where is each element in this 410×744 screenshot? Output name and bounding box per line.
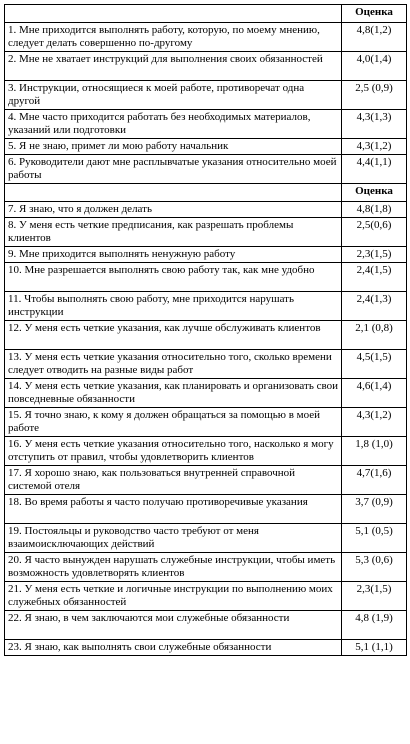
row-score: 4,4(1,1)	[342, 155, 407, 184]
table-row	[5, 437, 407, 466]
row-score: 4,7(1,6)	[342, 466, 407, 495]
row-score: 1,8 (1,0)	[342, 437, 407, 466]
row-text: 3. Инструкции, относящиеся к моей работе, противоречат одна другой	[5, 81, 342, 110]
table-row	[5, 524, 407, 553]
row-score: 2,4(1,3)	[342, 292, 407, 321]
row-text: 5. Я не знаю, примет ли мою работу начальник	[5, 139, 342, 155]
row-score: 5,3 (0,6)	[342, 553, 407, 582]
row-score: 4,3(1,3)	[342, 110, 407, 139]
row-score: 3,7 (0,9)	[342, 495, 407, 524]
table-row	[5, 611, 407, 640]
row-text: 20. Я часто вынужден нарушать служебные инструкции, чтобы иметь возможность удовлетворять клиентов	[5, 553, 342, 582]
row-score: 4,3(1,2)	[342, 139, 407, 155]
table-row	[5, 582, 407, 611]
row-text: 8. У меня есть четкие предписания, как разрешать проблемы клиентов	[5, 218, 342, 247]
row-text: 12. У меня есть четкие указания, как лучше обслуживать клиентов	[5, 321, 342, 350]
row-text: 23. Я знаю, как выполнять свои служебные обязанности	[5, 640, 342, 656]
row-text: 7. Я знаю, что я должен делать	[5, 202, 342, 218]
row-score: 2,4(1,5)	[342, 263, 407, 292]
row-score: 4,3(1,2)	[342, 408, 407, 437]
row-score: 2,5(0,6)	[342, 218, 407, 247]
header-score-cell: Оценка	[342, 184, 407, 202]
row-score: 4,8 (1,9)	[342, 611, 407, 640]
row-text: 11. Чтобы выполнять свою работу, мне приходится нарушать инструкции	[5, 292, 342, 321]
row-text: 21. У меня есть четкие и логичные инструкции по выполнению моих служебных обязанностей	[5, 582, 342, 611]
row-score: 4,8(1,8)	[342, 202, 407, 218]
survey-table	[4, 4, 407, 656]
row-score: 4,0(1,4)	[342, 52, 407, 81]
row-score: 2,5 (0,9)	[342, 81, 407, 110]
table-row	[5, 263, 407, 292]
table-row	[5, 292, 407, 321]
row-text: 15. Я точно знаю, к кому я должен обращаться за помощью в моей работе	[5, 408, 342, 437]
row-text: 16. У меня есть четкие указания относительно того, насколько я могу отступить от правил, чтобы удовлетворить клиентов	[5, 437, 342, 466]
row-text: 14. У меня есть четкие указания, как планировать и организовать свои повседневные обязанности	[5, 379, 342, 408]
row-text: 4. Мне часто приходится работать без необходимых материалов, указаний или подготовки	[5, 110, 342, 139]
table-row	[5, 350, 407, 379]
row-score: 4,6(1,4)	[342, 379, 407, 408]
row-text: 2. Мне не хватает инструкций для выполнения своих обязанностей	[5, 52, 342, 81]
row-score: 5,1 (1,1)	[342, 640, 407, 656]
row-text: 6. Руководители дают мне расплывчатые указания относительно моей работы	[5, 155, 342, 184]
table-row	[5, 408, 407, 437]
row-score: 5,1 (0,5)	[342, 524, 407, 553]
table-row	[5, 379, 407, 408]
table-row	[5, 321, 407, 350]
table-row	[5, 110, 407, 139]
table-row	[5, 640, 407, 656]
header-item-cell	[5, 184, 342, 202]
row-text: 22. Я знаю, в чем заключаются мои служебные обязанности	[5, 611, 342, 640]
table-row	[5, 466, 407, 495]
header-item-cell	[5, 5, 342, 23]
row-score: 2,3(1,5)	[342, 247, 407, 263]
table-row	[5, 553, 407, 582]
table-row	[5, 52, 407, 81]
table-row	[5, 247, 407, 263]
table-row	[5, 202, 407, 218]
row-score: 4,5(1,5)	[342, 350, 407, 379]
row-text: 17. Я хорошо знаю, как пользоваться внутренней справочной системой отеля	[5, 466, 342, 495]
table-header-row	[5, 5, 407, 23]
row-score: 2,1 (0,8)	[342, 321, 407, 350]
table-row	[5, 81, 407, 110]
row-text: 13. У меня есть четкие указания относительно того, сколько времени следует отводить на разные виды работ	[5, 350, 342, 379]
table-row	[5, 23, 407, 52]
row-text: 10. Мне разрешается выполнять свою работу так, как мне удобно	[5, 263, 342, 292]
header-score-cell: Оценка	[342, 5, 407, 23]
row-score: 2,3(1,5)	[342, 582, 407, 611]
table-row	[5, 218, 407, 247]
table-header-row	[5, 184, 407, 202]
table-row	[5, 139, 407, 155]
row-score: 4,8(1,2)	[342, 23, 407, 52]
row-text: 18. Во время работы я часто получаю противоречивые указания	[5, 495, 342, 524]
row-text: 9. Мне приходится выполнять ненужную работу	[5, 247, 342, 263]
table-row	[5, 495, 407, 524]
row-text: 19. Постояльцы и руководство часто требуют от меня взаимоисключающих действий	[5, 524, 342, 553]
table-row	[5, 155, 407, 184]
row-text: 1. Мне приходится выполнять работу, которую, по моему мнению, следует делать совершенно по-другому	[5, 23, 342, 52]
